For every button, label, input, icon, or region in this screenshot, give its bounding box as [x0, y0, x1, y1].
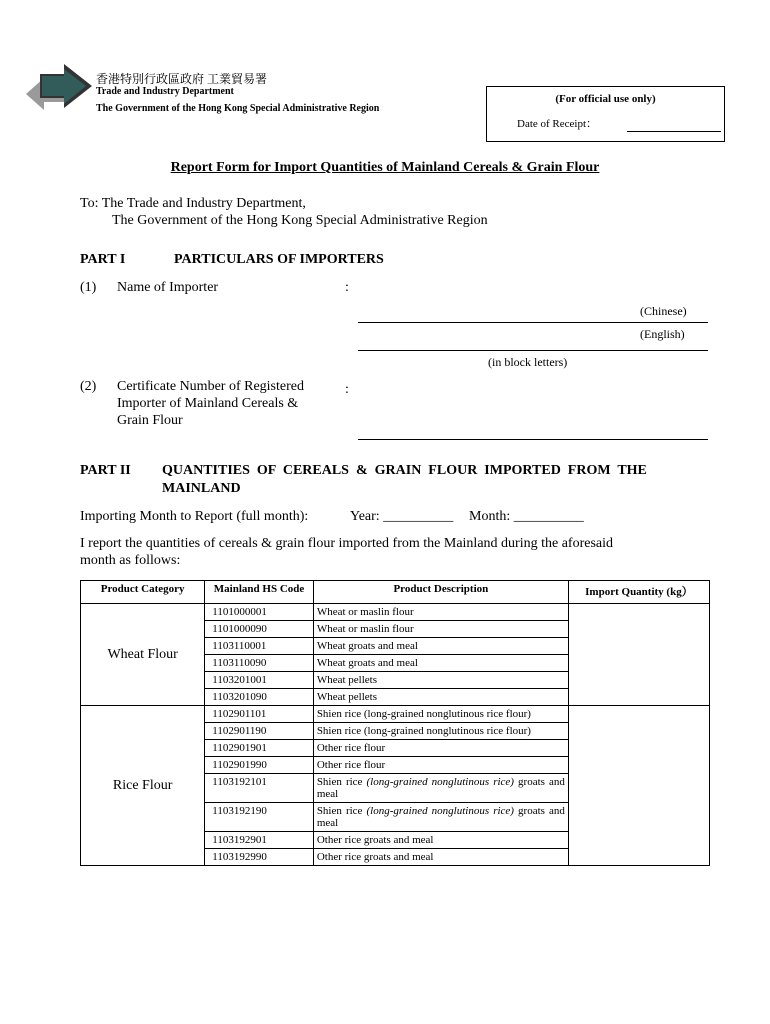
month-field[interactable]: Month: __________ — [469, 509, 584, 524]
q2-number: (2) — [80, 379, 97, 394]
desc-part: groats and meal — [316, 805, 565, 829]
dept-name: Trade and Industry Department — [96, 86, 234, 97]
part2-label: PART II — [80, 463, 131, 478]
q2-label-line-2: Importer of Mainland Cereals & — [117, 396, 299, 411]
statement-line-1: I report the quantities of cereals & grain flour imported from the Mainland during the aforesaid — [80, 536, 613, 551]
importer-name-english-field[interactable] — [358, 350, 708, 351]
chinese-tag: (Chinese) — [640, 304, 687, 318]
hs-code: 1103192190 — [205, 803, 314, 832]
date-of-receipt-field[interactable] — [627, 131, 721, 132]
product-description: Wheat groats and meal — [313, 655, 568, 672]
hs-code: 1101000090 — [205, 621, 314, 638]
product-description — [313, 803, 568, 832]
importing-month-label: Importing Month to Report (full month): — [80, 509, 309, 524]
q1-number: (1) — [80, 280, 97, 295]
part2-heading-line-1: QUANTITIES OF CEREALS & GRAIN FLOUR IMPORTED FROM THE — [162, 463, 647, 478]
product-description: Wheat pellets — [313, 689, 568, 706]
to-line-2: The Government of the Hong Kong Special Administrative Region — [112, 213, 488, 228]
product-description: Wheat or maslin flour — [313, 621, 568, 638]
hs-code: 1101000001 — [205, 604, 314, 621]
product-description: Other rice groats and meal — [313, 849, 568, 866]
part1-label: PART I — [80, 252, 126, 267]
product-description: Shien rice (long-grained nonglutinous rice flour) — [313, 706, 568, 723]
header-import-quantity: Import Quantity (kg） — [568, 581, 709, 604]
desc-part: groats and meal — [316, 776, 565, 800]
quantity-input-wheat[interactable] — [568, 604, 709, 706]
q2-label-line-3: Grain Flour — [117, 413, 183, 428]
product-description: Shien rice (long-grained nonglutinous rice flour) — [313, 723, 568, 740]
table-header-row — [81, 581, 710, 604]
importer-name-chinese-field[interactable] — [358, 322, 708, 323]
tid-logo — [26, 64, 92, 120]
hs-code: 1102901101 — [205, 706, 314, 723]
product-description: Other rice flour — [313, 740, 568, 757]
hs-code: 1103110001 — [205, 638, 314, 655]
hs-code: 1102901901 — [205, 740, 314, 757]
hs-code: 1103201090 — [205, 689, 314, 706]
official-use-box — [486, 86, 725, 142]
desc-part-italic: (long-grained nonglutinous rice) — [366, 776, 514, 788]
header-hs-code: Mainland HS Code — [205, 581, 314, 604]
english-tag: (English) — [640, 327, 685, 341]
hs-code: 1103192901 — [205, 832, 314, 849]
product-description: Wheat pellets — [313, 672, 568, 689]
date-of-receipt-label: Date of Receipt： — [517, 118, 598, 130]
part2-heading-line-2: MAINLAND — [162, 481, 241, 496]
q2-colon: : — [345, 382, 349, 397]
year-field[interactable]: Year: __________ — [350, 509, 454, 524]
hs-code: 1103110090 — [205, 655, 314, 672]
hs-code: 1103192990 — [205, 849, 314, 866]
chinese-dept-name: 香港特別行政區政府 工業貿易署 — [96, 72, 268, 86]
part1-heading: PARTICULARS OF IMPORTERS — [174, 252, 384, 267]
q2-label-line-1: Certificate Number of Registered — [117, 379, 304, 394]
header-product-description: Product Description — [313, 581, 568, 604]
certificate-number-field[interactable] — [358, 439, 708, 440]
hs-code: 1102901990 — [205, 757, 314, 774]
block-letters-note: (in block letters) — [488, 355, 568, 369]
product-description: Other rice flour — [313, 757, 568, 774]
q1-label: Name of Importer — [117, 280, 219, 295]
category-wheat-flour: Wheat Flour — [81, 604, 205, 706]
hs-code: 1103192101 — [205, 774, 314, 803]
quantity-input-rice[interactable] — [568, 706, 709, 866]
official-use-title: (For official use only) — [555, 93, 656, 105]
product-description: Wheat groats and meal — [313, 638, 568, 655]
hs-code: 1102901190 — [205, 723, 314, 740]
to-line-1: To: The Trade and Industry Department, — [80, 196, 306, 211]
product-description — [313, 774, 568, 803]
q1-colon: : — [345, 280, 349, 295]
form-title: Report Form for Import Quantities of Mainland Cereals & Grain Flour — [170, 160, 600, 175]
header-product-category: Product Category — [81, 581, 205, 604]
hs-code: 1103201001 — [205, 672, 314, 689]
product-description: Wheat or maslin flour — [313, 604, 568, 621]
desc-part-italic: (long-grained nonglutinous rice) — [366, 805, 514, 817]
category-rice-flour: Rice Flour — [81, 706, 205, 866]
statement-line-2: month as follows: — [80, 553, 181, 568]
import-quantity-table — [80, 580, 710, 866]
desc-part: Shien rice — [316, 776, 367, 788]
table-row — [81, 604, 710, 621]
desc-part: Shien rice — [316, 805, 367, 817]
gov-name: The Government of the Hong Kong Special Administrative Region — [96, 103, 380, 114]
product-description: Other rice groats and meal — [313, 832, 568, 849]
table-row — [81, 706, 710, 723]
